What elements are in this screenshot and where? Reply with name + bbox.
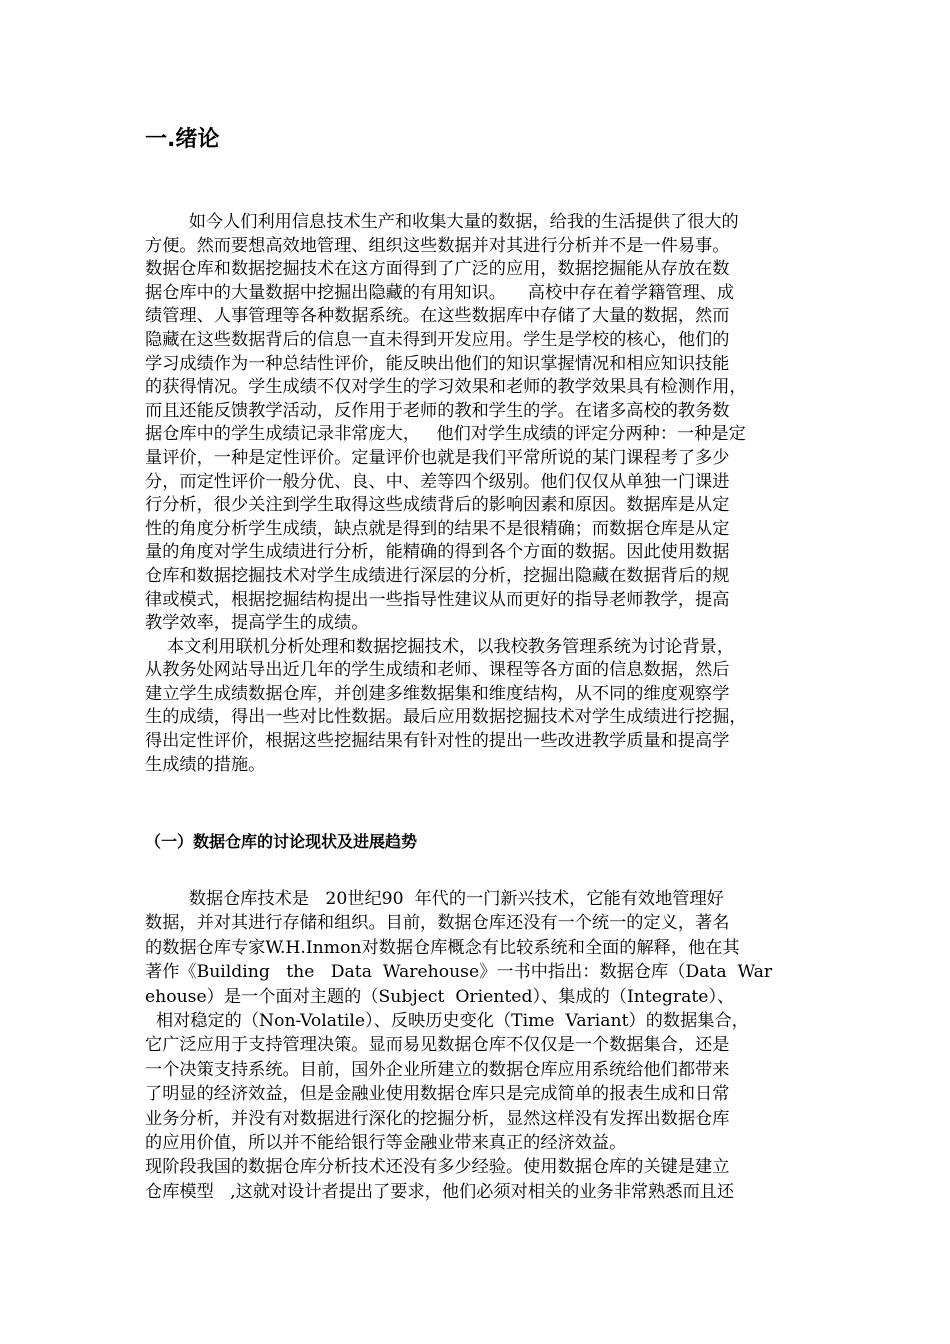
text-line: 一个决策支持系统。目前，国外企业所建立的数据仓库应用系统给他们都带来 — [145, 1059, 730, 1080]
intro-text-block — [145, 211, 825, 777]
text-line: 建立学生成绩数据仓库，并创建多维数据集和维度结构，从不同的维度观察学 — [145, 683, 730, 704]
text-line: 数据，并对其进行存储和组织。目前，数据仓库还没有一个统一的定义，著名 — [145, 913, 730, 934]
text-line: 量评价，一种是定性评价。定量评价也就是我们平常所说的某门课程考了多少 — [145, 447, 730, 468]
text-line: 分，而定性评价一般分优、良、中、差等四个级别。他们仅仅从单独一门课进 — [145, 471, 730, 492]
text-line: 现阶段我国的数据仓库分析技术还没有多少经验。使用数据仓库的关键是建立 — [145, 1157, 730, 1178]
text-line: 数据仓库技术是 20世纪90 年代的一门新兴技术，它能有效地管理好 — [145, 889, 724, 909]
text-line: 数据仓库和数据挖掘技术在这方面得到了广泛的应用，数据挖掘能从存放在数 — [145, 259, 730, 280]
text-line: 绩管理、人事管理等各种数据系统。在这些数据库中存储了大量的数据，然而 — [145, 306, 730, 327]
text-line: 业务分析，并没有对数据进行深化的挖掘分析，显然这样没有发挥出数据仓库 — [145, 1108, 730, 1129]
section-text-block — [145, 887, 825, 1204]
text-line: 生的成绩，得出一些对比性数据。最后应用数据挖掘技术对学生成绩进行挖掘， — [145, 707, 747, 728]
text-line: 了明显的经济效益，但是金融业使用数据仓库只是完成简单的报表生成和日常 — [145, 1084, 730, 1105]
text-line: 如今人们利用信息技术生产和收集大量的数据，给我的生活提供了很大的 — [145, 212, 739, 232]
text-line: 据仓库中的大量数据中挖掘出隐藏的有用知识。 高校中存在着学籍管理、成 — [145, 282, 735, 303]
text-line: 教学效率，提高学生的成绩。 — [145, 613, 369, 634]
text-line: 的获得情况。学生成绩不仅对学生的学习效果和老师的教学效果具有检测作用， — [145, 377, 747, 398]
section-title: （一）数据仓库的讨论现状及进展趋势 — [145, 832, 418, 851]
text-line: 学习成绩作为一种总结性评价，能反映出他们的知识掌握情况和相应知识技能 — [145, 353, 730, 374]
text-line: 据仓库中的学生成绩记录非常庞大， 他们对学生成绩的评定分两种：一种是定 — [145, 424, 746, 445]
text-line: 得出定性评价，根据这些挖掘结果有针对性的提出一些改进教学质量和提高学 — [145, 731, 730, 752]
text-line: 的应用价值，所以并不能给银行等金融业带来真正的经济效益。 — [145, 1132, 627, 1153]
text-line: 性的角度分析学生成绩，缺点就是得到的结果不是很精确；而数据仓库是从定 — [145, 518, 730, 539]
text-line: 方便。然而要想高效地管理、组织这些数据并对其进行分析并不是一件易事。 — [145, 235, 730, 256]
text-line: 本文利用联机分析处理和数据挖掘技术，以我校教务管理系统为讨论背景， — [145, 636, 735, 657]
text-line: 律或模式，根据挖掘结构提出一些指导性建议从而更好的指导老师教学，提高 — [145, 589, 730, 610]
text-line: 仓库模型 ,这就对设计者提出了要求，他们必须对相关的业务非常熟悉而且还 — [145, 1181, 735, 1202]
text-line: 它广泛应用于支持管理决策。显而易见数据仓库不仅仅是一个数据集合，还是 — [145, 1035, 730, 1056]
text-line: ehouse）是一个面对主题的（Subject Oriented）、集成的（Integrate）、 — [145, 986, 735, 1007]
text-line: 从教务处网站导出近几年的学生成绩和老师、课程等各方面的信息数据，然后 — [145, 660, 730, 681]
text-line: 生成绩的措施。 — [145, 754, 266, 775]
text-line: 的数据仓库专家W.H.Inmon对数据仓库概念有比较系统和全面的解释，他在其 — [145, 937, 740, 958]
text-line: 隐藏在这些数据背后的信息一直未得到开发应用。学生是学校的核心，他们的 — [145, 329, 730, 350]
text-line: 而且还能反馈教学活动，反作用于老师的教和学生的学。在诸多高校的教务数 — [145, 400, 730, 421]
text-line: 著作《Building the Data Warehouse》一书中指出：数据仓库（Data War — [145, 962, 773, 983]
text-line: 行分析，很少关注到学生取得这些成绩背后的影响因素和原因。数据库是从定 — [145, 495, 730, 516]
text-line: 仓库和数据挖掘技术对学生成绩进行深层的分析，挖掘出隐藏在数据背后的规 — [145, 565, 730, 586]
chapter-title: 一.绪论 — [145, 127, 220, 152]
text-line: 相对稳定的（Non-Volatile）、反映历史变化（Time Variant）的数据集合， — [145, 1010, 749, 1031]
text-line: 量的角度对学生成绩进行分析，能精确的得到各个方面的数据。因此使用数据 — [145, 542, 730, 563]
